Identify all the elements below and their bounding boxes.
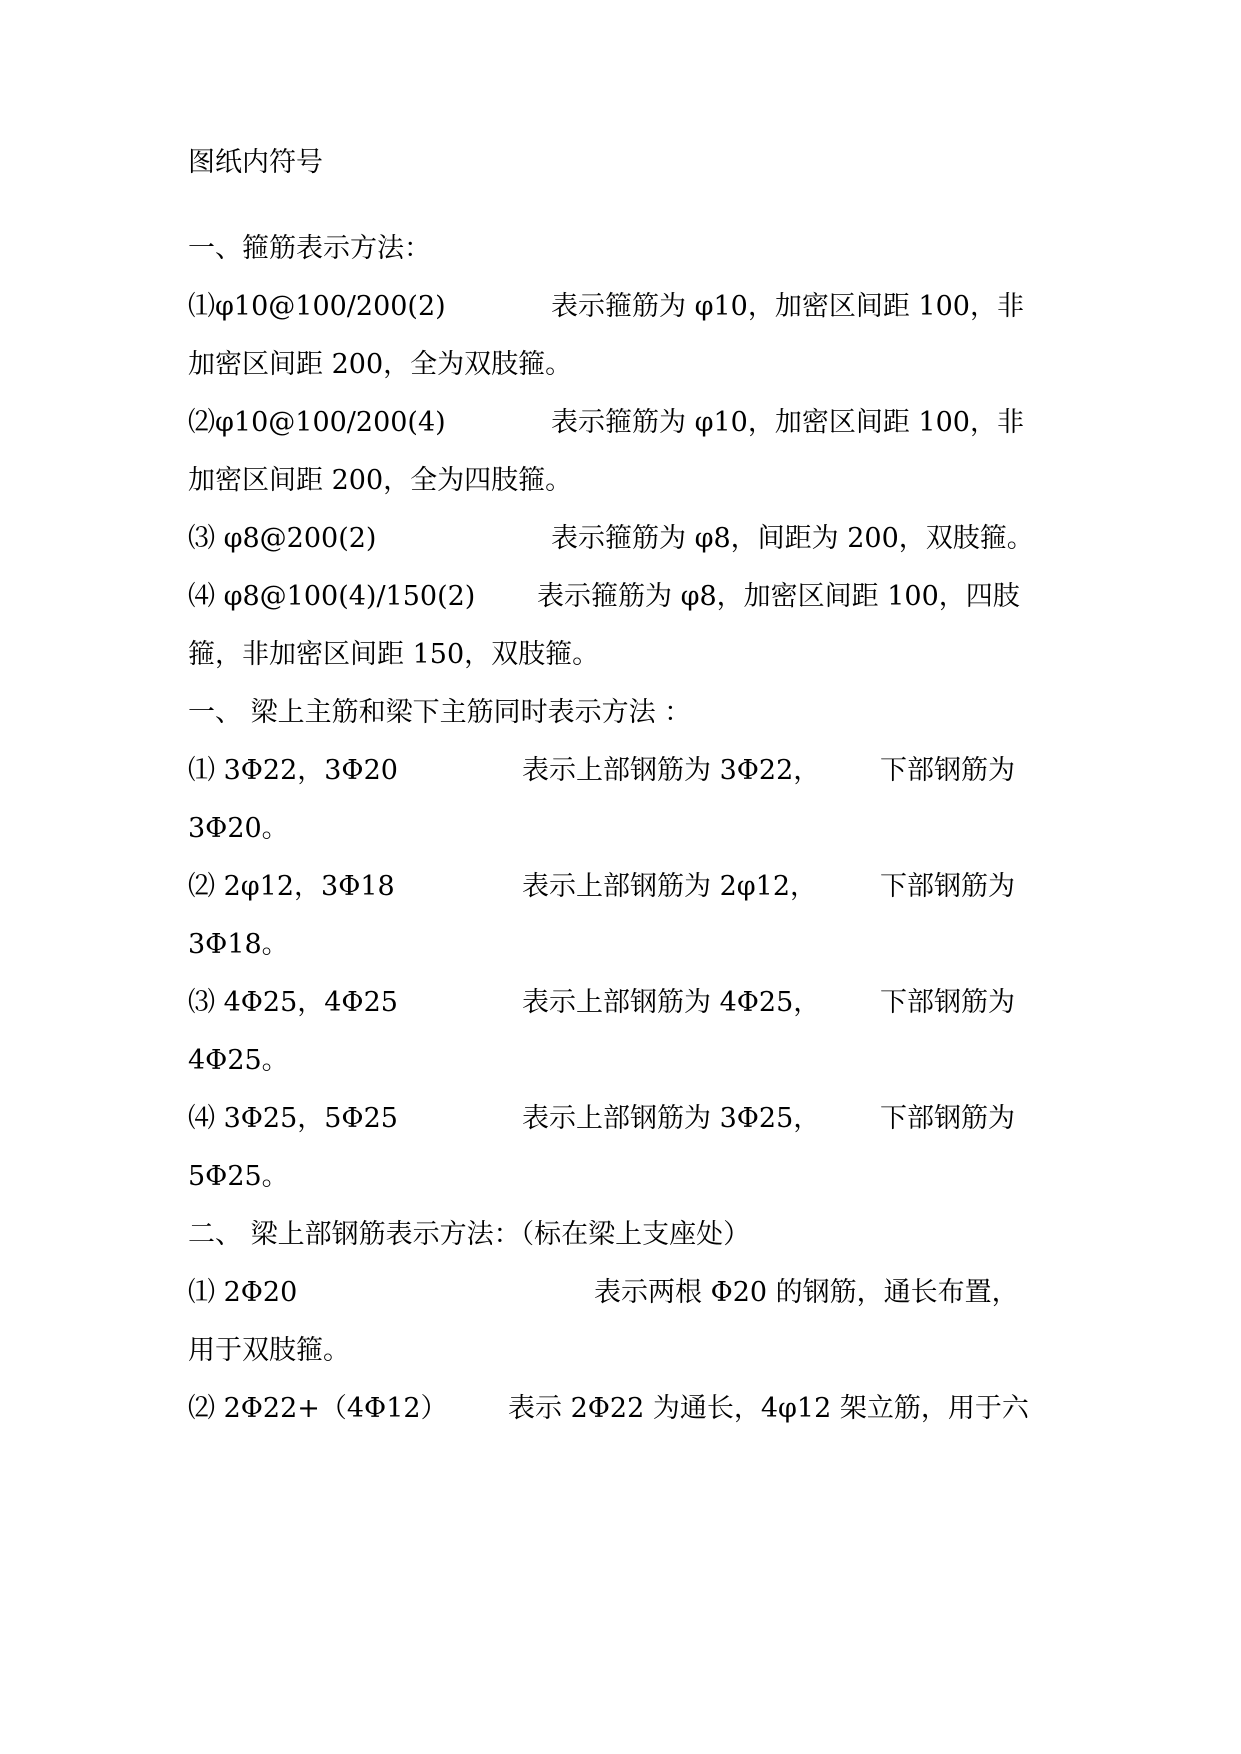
stirrup-item-2-code: ⑵φ10@100/200(4)	[188, 407, 446, 438]
section-heading-stirrups: 一、箍筋表示方法：	[188, 233, 431, 264]
section-heading-top-bars: 二、 梁上部钢筋表示方法：（标在梁上支座处）	[188, 1219, 751, 1250]
top-bar-item-2-desc: 表示 2Φ22 为通长，4φ12 架立筋，用于六	[508, 1393, 1029, 1424]
main-bar-item-2-tail: 下部钢筋为	[880, 871, 1015, 902]
main-bar-item-1-code: ⑴ 3Φ22，3Φ20	[188, 755, 398, 786]
main-bar-item-1-tail: 下部钢筋为	[880, 755, 1015, 786]
main-bar-item-3-tail: 下部钢筋为	[880, 987, 1015, 1018]
stirrup-item-1-code: ⑴φ10@100/200(2)	[188, 291, 446, 322]
top-bar-item-1-cont: 用于双肢箍。	[188, 1335, 350, 1366]
main-bar-item-2-code: ⑵ 2φ12，3Φ18	[188, 871, 395, 902]
main-bar-item-4-desc: 表示上部钢筋为 3Φ25，	[522, 1103, 821, 1134]
main-bar-item-4-cont: 5Φ25。	[188, 1161, 289, 1192]
main-bar-item-2-cont: 3Φ18。	[188, 929, 289, 960]
stirrup-item-2-cont: 加密区间距 200，全为四肢箍。	[188, 465, 573, 496]
stirrup-item-4-code: ⑷ φ8@100(4)/150(2)	[188, 581, 476, 612]
stirrup-item-1-desc: 表示箍筋为 φ10，加密区间距 100，非	[551, 291, 1024, 322]
stirrup-item-4-desc: 表示箍筋为 φ8，加密区间距 100，四肢	[537, 581, 1020, 612]
section-heading-main-bars: 一、 梁上主筋和梁下主筋同时表示方法 ：	[188, 697, 692, 728]
main-bar-item-4-tail: 下部钢筋为	[880, 1103, 1015, 1134]
top-bar-item-1-desc: 表示两根 Φ20 的钢筋，通长布置，	[594, 1277, 1019, 1308]
top-bar-item-2-code: ⑵ 2Φ22+（4Φ12）	[188, 1393, 448, 1424]
main-bar-item-1-desc: 表示上部钢筋为 3Φ22，	[522, 755, 821, 786]
main-bar-item-4-code: ⑷ 3Φ25，5Φ25	[188, 1103, 398, 1134]
main-bar-item-2-desc: 表示上部钢筋为 2φ12，	[522, 871, 818, 902]
stirrup-item-4-cont: 箍，非加密区间距 150，双肢箍。	[188, 639, 600, 670]
main-bar-item-1-cont: 3Φ20。	[188, 813, 289, 844]
stirrup-item-1-cont: 加密区间距 200，全为双肢箍。	[188, 349, 573, 380]
top-bar-item-1-code: ⑴ 2Φ20	[188, 1277, 298, 1308]
stirrup-item-3-code: ⑶ φ8@200(2)	[188, 523, 377, 554]
main-bar-item-3-code: ⑶ 4Φ25，4Φ25	[188, 987, 398, 1018]
document-title: 图纸内符号	[188, 147, 323, 178]
main-bar-item-3-desc: 表示上部钢筋为 4Φ25，	[522, 987, 821, 1018]
main-bar-item-3-cont: 4Φ25。	[188, 1045, 289, 1076]
stirrup-item-2-desc: 表示箍筋为 φ10，加密区间距 100，非	[551, 407, 1024, 438]
stirrup-item-3-desc: 表示箍筋为 φ8，间距为 200，双肢箍。	[551, 523, 1034, 554]
